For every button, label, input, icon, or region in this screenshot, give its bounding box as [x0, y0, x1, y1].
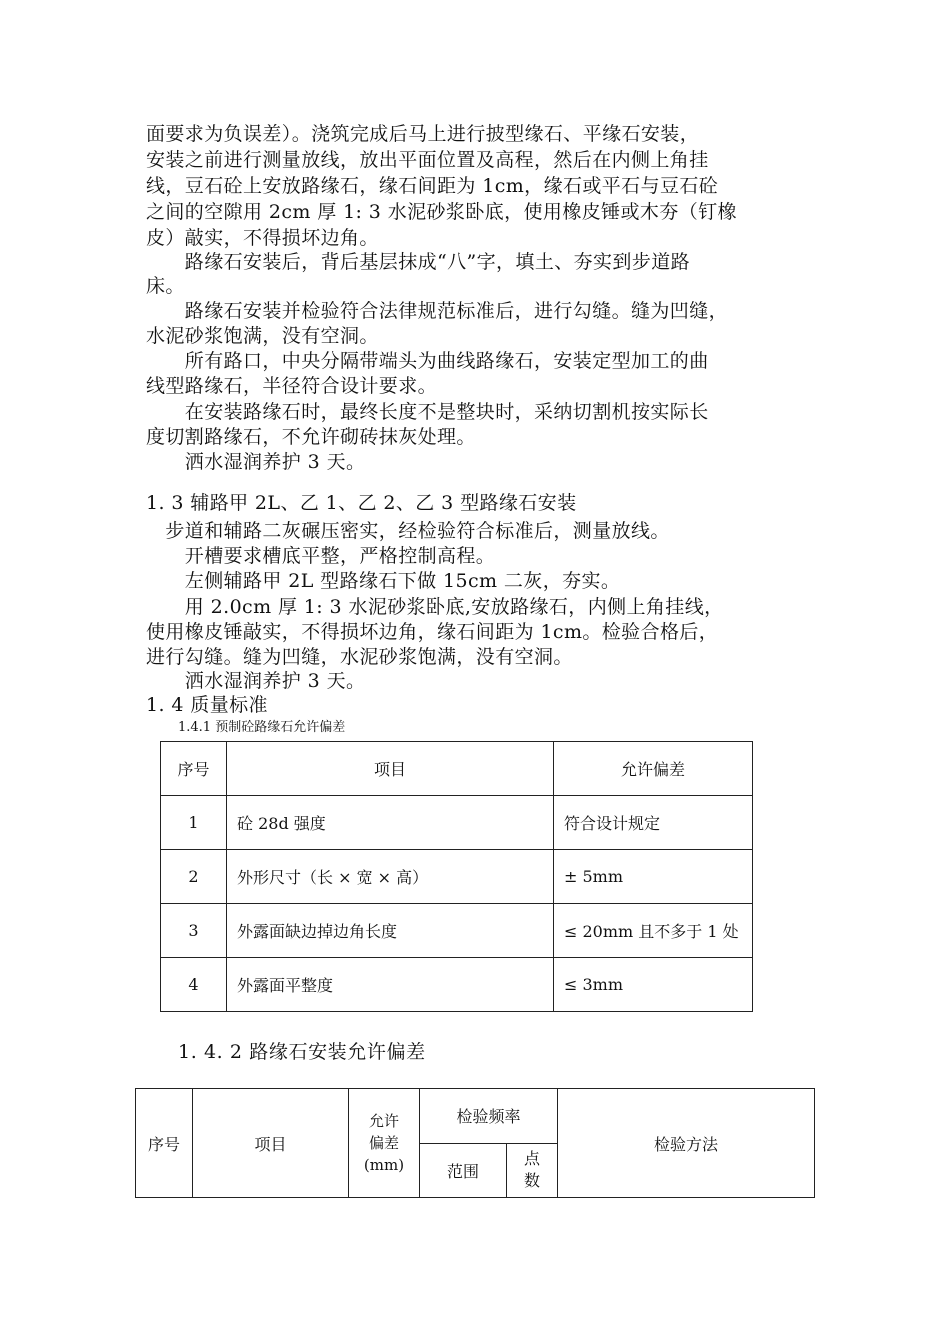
cell-item: 外露面缺边掉边角长度 [227, 904, 554, 958]
paragraph-line: 安装之前进行测量放线，放出平面位置及高程，然后在内侧上角挂 [146, 149, 709, 171]
header-cell-tolerance: 允许 偏差 (mm) [349, 1089, 420, 1198]
cell-item: 外露面平整度 [227, 958, 554, 1012]
cell-no: 2 [161, 850, 227, 904]
paragraph-line: 面要求为负误差）。浇筑完成后马上进行披型缘石、平缘石安装， [146, 123, 700, 145]
paragraph-line: 所有路口，中央分隔带端头为曲线路缘石，安装定型加工的曲 [146, 350, 709, 372]
paragraph-line: 进行勾缝。缝为凹缝，水泥砂浆饱满，没有空洞。 [146, 646, 573, 668]
tolerance-table-installation [135, 1088, 815, 1198]
header-cell-item: 项目 [193, 1089, 349, 1198]
header-cell-tolerance: 允许偏差 [554, 742, 753, 796]
paragraph-line: 度切割路缘石，不允许砌砖抹灰处理。 [146, 426, 476, 448]
cell-item: 外形尺寸（长 × 宽 × 高） [227, 850, 554, 904]
cell-item: 砼 28d 强度 [227, 796, 554, 850]
section-heading-1-4-2: 1. 4. 2 路缘石安装允许偏差 [178, 1041, 426, 1063]
tolerance-table-precast [160, 741, 753, 1012]
section-heading-1-4: 1. 4 质量标准 [146, 694, 268, 716]
paragraph-line: 使用橡皮锤敲实，不得损坏边角，缘石间距为 1cm。检验合格后， [146, 621, 719, 643]
paragraph-line: 线型路缘石，半径符合设计要求。 [146, 375, 438, 397]
table-row [161, 850, 753, 904]
paragraph-line: 路缘石安装并检验符合法律规范标准后，进行勾缝。缝为凹缝， [146, 300, 729, 322]
header-cell-no: 序号 [161, 742, 227, 796]
paragraph-line: 床。 [146, 275, 185, 297]
cell-no: 4 [161, 958, 227, 1012]
paragraph-line: 洒水湿润养护 3 天。 [146, 451, 366, 473]
paragraph-line: 路缘石安装后，背后基层抹成“八”字，填土、夯实到步道路 [146, 251, 691, 273]
paragraph-line: 用 2.0cm 厚 1: 3 水泥砂浆卧底,安放路缘石，内侧上角挂线， [146, 596, 724, 618]
paragraph-line: 皮）敲实，不得损坏边角。 [146, 227, 379, 249]
header-cell-frequency: 检验频率 [420, 1089, 558, 1144]
cell-tolerance: ≤ 20mm 且不多于 1 处 [554, 904, 753, 958]
cell-tolerance: ≤ 3mm [554, 958, 753, 1012]
paragraph-line: 之间的空隙用 2cm 厚 1: 3 水泥砂浆卧底，使用橡皮锤或木夯（钉橡 [146, 201, 737, 223]
paragraph-line: 洒水湿润养护 3 天。 [146, 670, 366, 692]
paragraph-line: 线，豆石砼上安放路缘石，缘石间距为 1cm，缘石或平石与豆石砼 [146, 175, 719, 197]
header-cell-points: 点 数 [507, 1143, 558, 1198]
header-cell-item: 项目 [227, 742, 554, 796]
cell-tolerance: ± 5mm [554, 850, 753, 904]
table-header-row [136, 1089, 815, 1144]
section-heading-1-3: 1. 3 辅路甲 2L、乙 1、乙 2、乙 3 型路缘石安装 [146, 492, 577, 514]
table-row [161, 796, 753, 850]
header-cell-no: 序号 [136, 1089, 193, 1198]
cell-tolerance: 符合设计规定 [554, 796, 753, 850]
cell-no: 3 [161, 904, 227, 958]
header-cell-method: 检验方法 [558, 1089, 815, 1198]
table-caption: 1.4.1 预制砼路缘石允许偏差 [178, 720, 346, 735]
paragraph-line: 开槽要求槽底平整，严格控制高程。 [146, 545, 496, 567]
header-cell-range: 范围 [420, 1143, 507, 1198]
paragraph-line: 步道和辅路二灰碾压密实，经检验符合标准后，测量放线。 [146, 520, 670, 542]
paragraph-line: 水泥砂浆饱满，没有空洞。 [146, 325, 379, 347]
table-row [161, 958, 753, 1012]
paragraph-line: 左侧辅路甲 2L 型路缘石下做 15cm 二灰，夯实。 [146, 570, 621, 592]
cell-no: 1 [161, 796, 227, 850]
table-row [161, 904, 753, 958]
table-header-row [161, 742, 753, 796]
paragraph-line: 在安装路缘石时，最终长度不是整块时，采纳切割机按实际长 [146, 401, 709, 423]
